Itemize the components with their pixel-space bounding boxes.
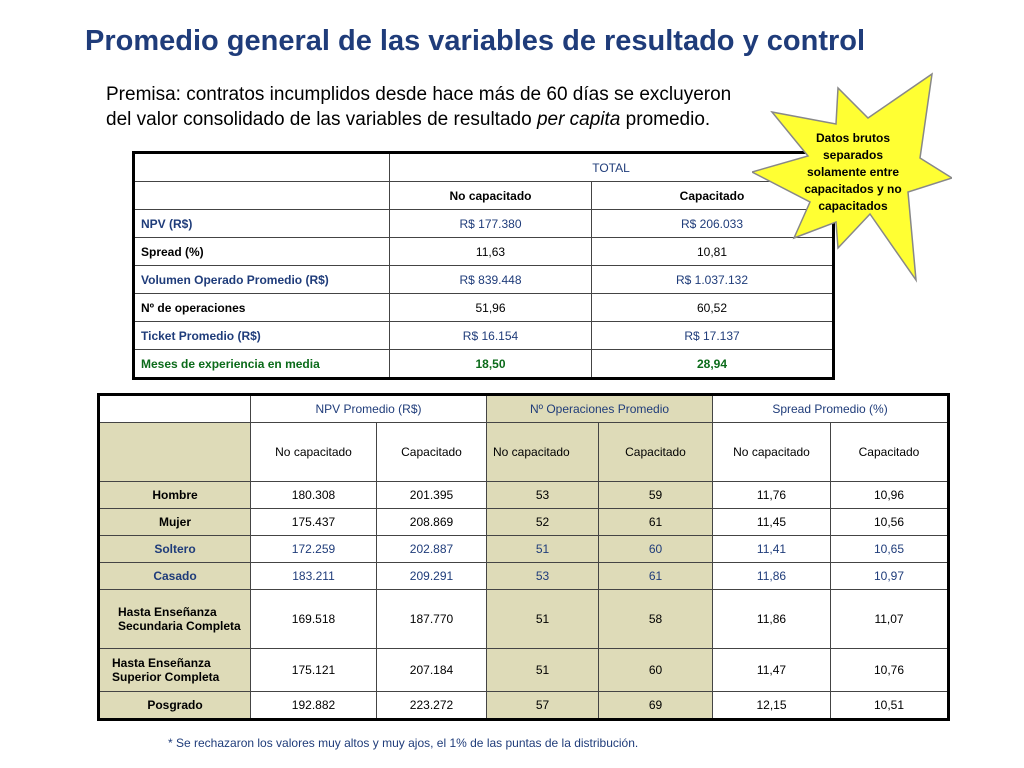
row-label: Mujer	[99, 509, 251, 536]
column-header: No capacitado	[713, 423, 831, 482]
table-cell: R$ 177.380	[390, 210, 592, 238]
footnote: * Se rechazaron los valores muy altos y muy ajos, el 1% de las puntas de la distribución.	[168, 736, 639, 750]
callout-text: Datos brutos separados solamente entre capacitados y no capacitados	[804, 131, 902, 213]
row-label: Hombre	[99, 482, 251, 509]
table-cell: 11,07	[831, 590, 949, 649]
group-header-operaciones: Nº Operaciones Promedio	[487, 395, 713, 423]
table-cell: R$ 16.154	[390, 322, 592, 350]
table-cell: 172.259	[251, 536, 377, 563]
table-cell: 61	[599, 509, 713, 536]
table-cell: 60,52	[592, 294, 834, 322]
table-cell: 57	[487, 692, 599, 720]
table-cell: 58	[599, 590, 713, 649]
empty-cell	[134, 153, 390, 182]
breakdown-subheader-row	[99, 423, 949, 482]
table-cell: 183.211	[251, 563, 377, 590]
table-row	[99, 536, 949, 563]
table-cell: 28,94	[592, 350, 834, 379]
table-cell: 11,47	[713, 649, 831, 692]
table-row	[134, 322, 834, 350]
row-label: NPV (R$)	[134, 210, 390, 238]
table-cell: 10,81	[592, 238, 834, 266]
premise-text	[106, 82, 756, 132]
row-label: Posgrado	[99, 692, 251, 720]
total-group-header: TOTAL	[390, 153, 834, 182]
row-label: Nº de operaciones	[134, 294, 390, 322]
table-cell: 202.887	[377, 536, 487, 563]
table-cell: 51,96	[390, 294, 592, 322]
table-row	[99, 563, 949, 590]
row-label: Ticket Promedio (R$)	[134, 322, 390, 350]
table-row	[99, 509, 949, 536]
table-cell: R$ 206.033	[592, 210, 834, 238]
table-cell: 59	[599, 482, 713, 509]
total-table-subheader-row	[134, 182, 834, 210]
table-row	[99, 692, 949, 720]
table-row	[99, 590, 949, 649]
row-label: Soltero	[99, 536, 251, 563]
column-header: Capacitado	[377, 423, 487, 482]
group-header-spread: Spread Promedio (%)	[713, 395, 949, 423]
table-cell: 51	[487, 649, 599, 692]
group-header-npv: NPV Promedio (R$)	[251, 395, 487, 423]
table-cell: 52	[487, 509, 599, 536]
table-cell: 10,51	[831, 692, 949, 720]
row-label: Casado	[99, 563, 251, 590]
row-label: Meses de experiencia en media	[134, 350, 390, 379]
table-row	[134, 266, 834, 294]
row-label: Hasta Enseñanza Secundaria Completa	[99, 590, 251, 649]
table-cell: 53	[487, 563, 599, 590]
table-row	[99, 649, 949, 692]
breakdown-table	[97, 393, 950, 721]
table-cell: 10,97	[831, 563, 949, 590]
empty-cell	[134, 182, 390, 210]
row-label: Volumen Operado Promedio (R$)	[134, 266, 390, 294]
premise-text-end: promedio.	[620, 109, 711, 130]
table-cell: 201.395	[377, 482, 487, 509]
table-cell: 53	[487, 482, 599, 509]
table-cell: 69	[599, 692, 713, 720]
row-label: Hasta Enseñanza Superior Completa	[99, 649, 251, 692]
table-cell: 223.272	[377, 692, 487, 720]
table-cell: 11,41	[713, 536, 831, 563]
table-cell: 10,96	[831, 482, 949, 509]
table-row	[134, 238, 834, 266]
premise-text-start: Premisa: contratos incumplidos desde hace más de 60 días se excluyeron del valor consolidado de las variables de resultado	[106, 84, 732, 130]
table-cell: 10,65	[831, 536, 949, 563]
table-cell: 18,50	[390, 350, 592, 379]
table-cell: 11,86	[713, 590, 831, 649]
breakdown-group-header-row	[99, 395, 949, 423]
table-cell: 10,76	[831, 649, 949, 692]
table-cell: 60	[599, 649, 713, 692]
table-cell: 175.121	[251, 649, 377, 692]
column-header: Capacitado	[599, 423, 713, 482]
table-cell: 11,45	[713, 509, 831, 536]
table-cell: 187.770	[377, 590, 487, 649]
table-row	[134, 294, 834, 322]
table-row	[99, 482, 949, 509]
table-cell: 11,76	[713, 482, 831, 509]
table-row	[134, 210, 834, 238]
table-row	[134, 350, 834, 379]
empty-cell	[99, 395, 251, 423]
column-header: Capacitado	[831, 423, 949, 482]
table-cell: 10,56	[831, 509, 949, 536]
row-label: Spread (%)	[134, 238, 390, 266]
table-cell: 11,63	[390, 238, 592, 266]
table-cell: 51	[487, 536, 599, 563]
table-cell: 51	[487, 590, 599, 649]
table-cell: R$ 839.448	[390, 266, 592, 294]
table-cell: 61	[599, 563, 713, 590]
table-cell: 169.518	[251, 590, 377, 649]
table-cell: R$ 17.137	[592, 322, 834, 350]
table-cell: 175.437	[251, 509, 377, 536]
table-cell: 180.308	[251, 482, 377, 509]
empty-cell	[99, 423, 251, 482]
table-cell: 11,86	[713, 563, 831, 590]
total-table	[132, 151, 835, 380]
total-table-header-row	[134, 153, 834, 182]
table-cell: 207.184	[377, 649, 487, 692]
table-cell: 60	[599, 536, 713, 563]
table-cell: 208.869	[377, 509, 487, 536]
table-cell: 192.882	[251, 692, 377, 720]
column-header: No capacitado	[487, 423, 599, 482]
page-title: Promedio general de las variables de resultado y control	[85, 25, 866, 57]
table-cell: R$ 1.037.132	[592, 266, 834, 294]
table-cell: 12,15	[713, 692, 831, 720]
column-header: Capacitado	[592, 182, 834, 210]
table-cell: 209.291	[377, 563, 487, 590]
column-header: No capacitado	[251, 423, 377, 482]
column-header: No capacitado	[390, 182, 592, 210]
premise-italic: per capita	[536, 109, 621, 130]
